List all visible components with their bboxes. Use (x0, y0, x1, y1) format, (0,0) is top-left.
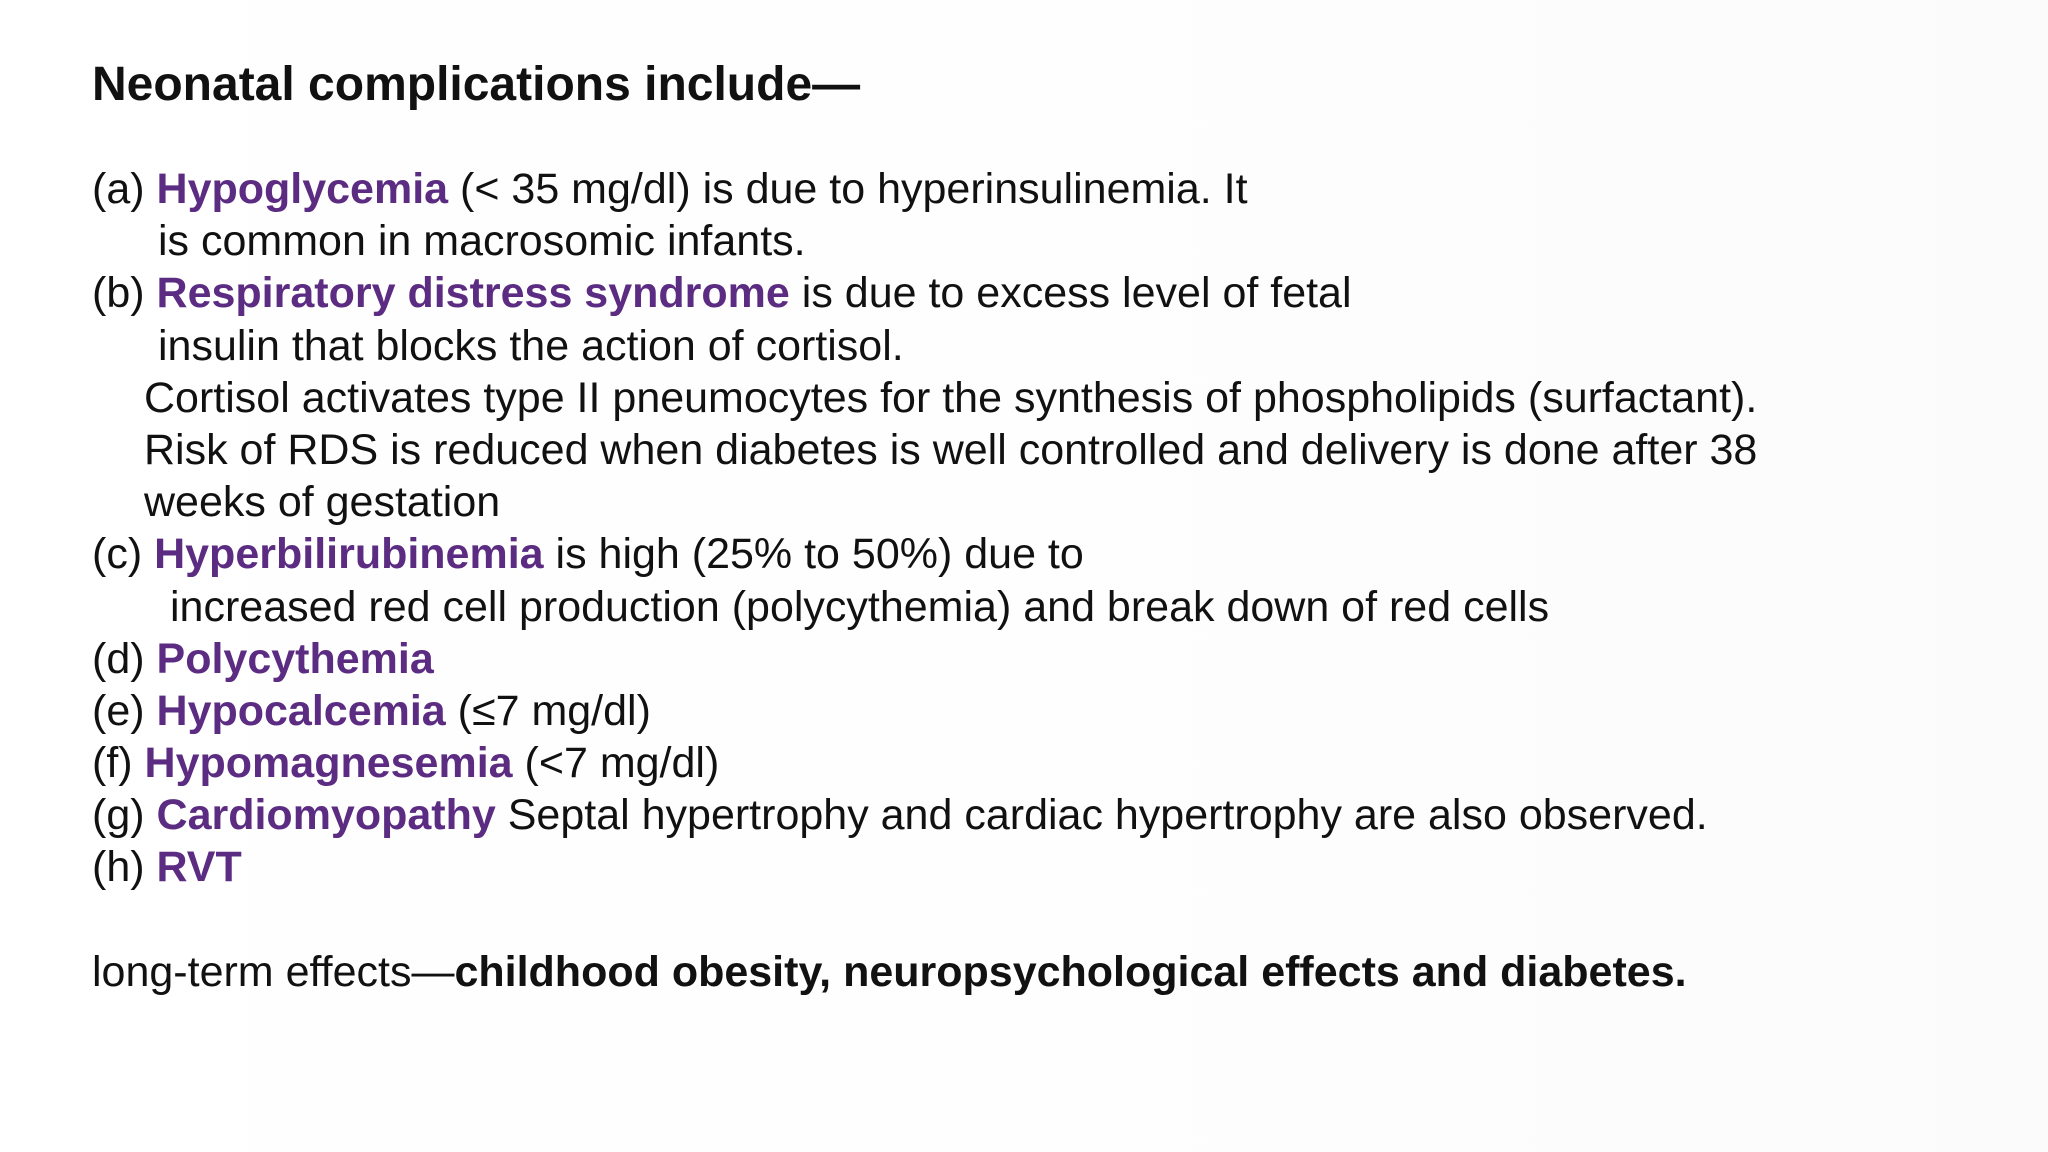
list-item-b-detail-1: Cortisol activates type II pneumocytes for the synthesis of phospholipids (surfactant). (144, 373, 1758, 422)
complications-list (92, 163, 1992, 998)
list-item-d (92, 633, 1992, 685)
item-text: (<7 mg/dl) (524, 739, 720, 788)
item-marker: (d) (92, 634, 145, 683)
item-term: Hypoglycemia (156, 165, 449, 213)
item-term: Polycythemia (156, 634, 434, 683)
item-text: is due to excess level of fetal (801, 269, 1352, 318)
item-text: (≤7 mg/dl) (457, 686, 651, 735)
item-text: Septal hypertrophy and cardiac hypertrophy are also observed. (507, 791, 1708, 840)
item-marker: (f) (92, 739, 133, 788)
list-item-g (92, 789, 1992, 841)
item-marker: (a) (92, 165, 145, 213)
long-term-summary: childhood obesity, neuropsychological effects and diabetes. (454, 947, 1687, 996)
item-text: (< 35 mg/dl) is due to hyperinsulinemia. It (460, 165, 1248, 213)
item-marker: (e) (92, 686, 145, 735)
list-item-b-detail-2: Risk of RDS is reduced when diabetes is well controlled and delivery is done after 38 (144, 425, 1758, 474)
long-term-effects (92, 946, 1992, 998)
list-item-b-detail-3: weeks of gestation (144, 478, 501, 527)
long-term-lead: long-term effects— (92, 947, 455, 996)
item-marker: (b) (92, 269, 145, 318)
spacer (92, 894, 1992, 946)
item-term: Respiratory distress syndrome (156, 269, 790, 318)
list-item-c-continuation: increased red cell production (polycythemia) and break down of red cells (170, 582, 1550, 631)
item-term: Hypomagnesemia (144, 739, 513, 788)
list-item-a (92, 163, 1992, 215)
list-item-h (92, 841, 1992, 893)
list-item-b-continuation: insulin that blocks the action of cortisol. (158, 321, 904, 370)
list-item-c (92, 528, 1992, 580)
item-text: is high (25% to 50%) due to (555, 530, 1084, 579)
item-term: Hyperbilirubinemia (154, 530, 544, 579)
list-item-e (92, 685, 1992, 737)
item-marker: (c) (92, 530, 143, 579)
item-marker: (h) (92, 843, 145, 892)
item-term: Cardiomyopathy (156, 791, 496, 840)
list-item-f (92, 737, 1992, 789)
slide-heading: Neonatal complications include— (92, 58, 861, 111)
list-item-b (92, 267, 1992, 319)
item-marker: (g) (92, 791, 145, 840)
list-item-a-continuation: is common in macrosomic infants. (158, 217, 806, 266)
item-term: RVT (156, 843, 242, 892)
item-term: Hypocalcemia (156, 686, 446, 735)
